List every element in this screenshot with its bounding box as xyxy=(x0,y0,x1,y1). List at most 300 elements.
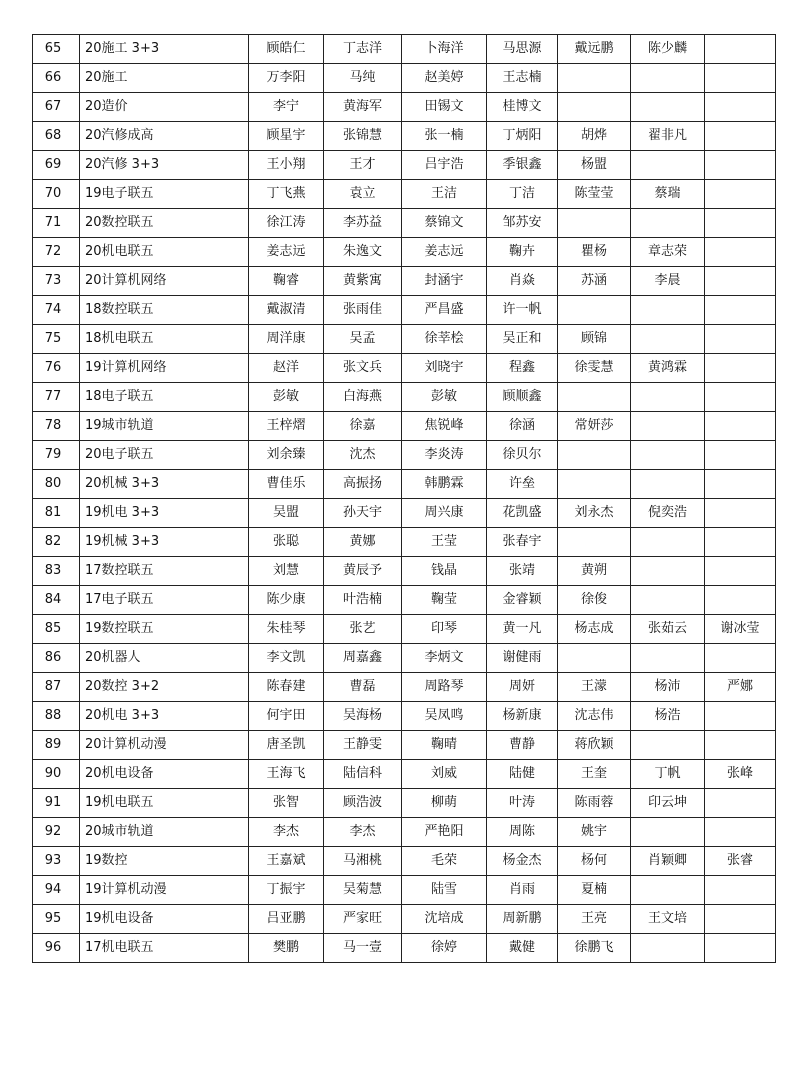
student-name-cell: 鞠晴 xyxy=(402,731,487,760)
table-row xyxy=(33,325,776,354)
class-name: 19数控 xyxy=(80,847,249,876)
student-name-cell xyxy=(631,586,705,615)
student-name-cell: 柳萌 xyxy=(402,789,487,818)
student-name-cell: 印琴 xyxy=(402,615,487,644)
class-name: 20造价 xyxy=(80,93,249,122)
student-name-cell: 姜志远 xyxy=(402,238,487,267)
table-row xyxy=(33,673,776,702)
student-name-cell: 倪奕浩 xyxy=(631,499,705,528)
student-name-cell: 王嘉斌 xyxy=(249,847,324,876)
student-name-cell: 周嘉鑫 xyxy=(324,644,402,673)
student-name-cell: 毛荣 xyxy=(402,847,487,876)
table-row xyxy=(33,64,776,93)
student-name-cell: 李杰 xyxy=(249,818,324,847)
student-name-cell xyxy=(631,644,705,673)
row-number: 74 xyxy=(33,296,80,325)
student-name-cell: 周兴康 xyxy=(402,499,487,528)
student-name-cell: 刘威 xyxy=(402,760,487,789)
student-name-cell xyxy=(705,354,776,383)
student-name-cell xyxy=(705,412,776,441)
student-name-cell xyxy=(705,325,776,354)
student-name-cell xyxy=(705,64,776,93)
student-name-cell: 肖颖卿 xyxy=(631,847,705,876)
student-name-cell: 陆雪 xyxy=(402,876,487,905)
student-name-cell: 顾锦 xyxy=(558,325,631,354)
row-number: 88 xyxy=(33,702,80,731)
row-number: 67 xyxy=(33,93,80,122)
table-row xyxy=(33,818,776,847)
row-number: 80 xyxy=(33,470,80,499)
student-name-cell: 陈莹莹 xyxy=(558,180,631,209)
table-row xyxy=(33,267,776,296)
student-name-cell: 韩鹏霖 xyxy=(402,470,487,499)
class-name: 20机电设备 xyxy=(80,760,249,789)
row-number: 96 xyxy=(33,934,80,963)
student-name-cell: 陆健 xyxy=(487,760,558,789)
student-name-cell: 王奎 xyxy=(558,760,631,789)
table-row xyxy=(33,528,776,557)
student-name-cell xyxy=(558,64,631,93)
student-name-cell: 吕宇浩 xyxy=(402,151,487,180)
student-name-cell: 钱晶 xyxy=(402,557,487,586)
student-name-cell xyxy=(705,499,776,528)
student-name-cell: 张茹云 xyxy=(631,615,705,644)
student-name-cell: 周妍 xyxy=(487,673,558,702)
student-name-cell: 周洋康 xyxy=(249,325,324,354)
roster-body xyxy=(33,35,776,963)
student-name-cell: 花凯盛 xyxy=(487,499,558,528)
student-name-cell xyxy=(705,238,776,267)
student-name-cell: 吴菊慧 xyxy=(324,876,402,905)
student-name-cell: 马一壹 xyxy=(324,934,402,963)
student-name-cell xyxy=(705,151,776,180)
student-name-cell: 鞠睿 xyxy=(249,267,324,296)
row-number: 73 xyxy=(33,267,80,296)
student-name-cell: 张靖 xyxy=(487,557,558,586)
student-name-cell: 吴海杨 xyxy=(324,702,402,731)
table-row xyxy=(33,412,776,441)
student-name-cell: 杨志成 xyxy=(558,615,631,644)
student-name-cell: 刘慧 xyxy=(249,557,324,586)
student-name-cell: 丁振宇 xyxy=(249,876,324,905)
student-name-cell xyxy=(705,93,776,122)
student-name-cell: 章志荣 xyxy=(631,238,705,267)
student-name-cell: 徐鹏飞 xyxy=(558,934,631,963)
student-name-cell: 张智 xyxy=(249,789,324,818)
row-number: 92 xyxy=(33,818,80,847)
student-name-cell: 瞿杨 xyxy=(558,238,631,267)
student-name-cell: 徐婷 xyxy=(402,934,487,963)
class-name: 20数控联五 xyxy=(80,209,249,238)
class-name: 20汽修 3+3 xyxy=(80,151,249,180)
student-name-cell xyxy=(558,209,631,238)
class-name: 18机电联五 xyxy=(80,325,249,354)
student-name-cell xyxy=(705,528,776,557)
student-name-cell: 丁飞燕 xyxy=(249,180,324,209)
student-name-cell xyxy=(558,528,631,557)
table-row xyxy=(33,644,776,673)
class-name: 20施工 3+3 xyxy=(80,35,249,64)
student-name-cell xyxy=(705,296,776,325)
table-row xyxy=(33,470,776,499)
student-name-cell xyxy=(705,180,776,209)
student-name-cell: 金睿颖 xyxy=(487,586,558,615)
class-name: 19电子联五 xyxy=(80,180,249,209)
student-name-cell: 李杰 xyxy=(324,818,402,847)
student-name-cell xyxy=(705,441,776,470)
student-name-cell: 徐雯慧 xyxy=(558,354,631,383)
student-name-cell: 马思源 xyxy=(487,35,558,64)
table-row xyxy=(33,615,776,644)
student-roster-table xyxy=(32,34,776,963)
student-name-cell: 王才 xyxy=(324,151,402,180)
student-name-cell xyxy=(705,122,776,151)
student-name-cell: 陈少麟 xyxy=(631,35,705,64)
student-name-cell: 谢健雨 xyxy=(487,644,558,673)
student-name-cell: 王小翔 xyxy=(249,151,324,180)
table-row xyxy=(33,151,776,180)
row-number: 83 xyxy=(33,557,80,586)
student-name-cell: 刘永杰 xyxy=(558,499,631,528)
student-name-cell xyxy=(631,209,705,238)
student-name-cell: 白海燕 xyxy=(324,383,402,412)
table-row xyxy=(33,180,776,209)
table-row xyxy=(33,296,776,325)
student-name-cell: 肖焱 xyxy=(487,267,558,296)
student-name-cell: 李炎涛 xyxy=(402,441,487,470)
student-name-cell xyxy=(705,209,776,238)
class-name: 20施工 xyxy=(80,64,249,93)
table-row xyxy=(33,238,776,267)
student-name-cell: 姚宇 xyxy=(558,818,631,847)
student-name-cell: 赵洋 xyxy=(249,354,324,383)
student-name-cell: 姜志远 xyxy=(249,238,324,267)
class-name: 20计算机网络 xyxy=(80,267,249,296)
student-name-cell: 朱桂琴 xyxy=(249,615,324,644)
student-name-cell xyxy=(631,528,705,557)
student-name-cell: 张峰 xyxy=(705,760,776,789)
student-name-cell xyxy=(558,644,631,673)
student-name-cell: 王文培 xyxy=(631,905,705,934)
row-number: 75 xyxy=(33,325,80,354)
row-number: 93 xyxy=(33,847,80,876)
class-name: 20机电联五 xyxy=(80,238,249,267)
student-name-cell xyxy=(705,818,776,847)
student-name-cell: 万李阳 xyxy=(249,64,324,93)
table-row xyxy=(33,441,776,470)
row-number: 91 xyxy=(33,789,80,818)
student-name-cell xyxy=(558,296,631,325)
student-name-cell: 杨沛 xyxy=(631,673,705,702)
student-name-cell: 张锦慧 xyxy=(324,122,402,151)
student-name-cell xyxy=(558,383,631,412)
student-name-cell: 马湘桃 xyxy=(324,847,402,876)
class-name: 18电子联五 xyxy=(80,383,249,412)
student-name-cell: 顾浩波 xyxy=(324,789,402,818)
class-name: 20计算机动漫 xyxy=(80,731,249,760)
student-name-cell: 吴凤鸣 xyxy=(402,702,487,731)
class-name: 20机械 3+3 xyxy=(80,470,249,499)
student-name-cell: 张聪 xyxy=(249,528,324,557)
student-name-cell: 彭敏 xyxy=(249,383,324,412)
student-name-cell: 马纯 xyxy=(324,64,402,93)
student-name-cell: 戴淑清 xyxy=(249,296,324,325)
student-name-cell xyxy=(558,93,631,122)
student-name-cell: 陈雨蓉 xyxy=(558,789,631,818)
student-name-cell: 鞠卉 xyxy=(487,238,558,267)
table-row xyxy=(33,354,776,383)
student-name-cell: 许一帆 xyxy=(487,296,558,325)
table-row xyxy=(33,93,776,122)
table-row xyxy=(33,586,776,615)
student-name-cell: 苏涵 xyxy=(558,267,631,296)
row-number: 72 xyxy=(33,238,80,267)
student-name-cell xyxy=(705,702,776,731)
row-number: 79 xyxy=(33,441,80,470)
student-name-cell: 徐俊 xyxy=(558,586,631,615)
student-name-cell: 唐圣凯 xyxy=(249,731,324,760)
student-name-cell: 彭敏 xyxy=(402,383,487,412)
student-name-cell: 王梓熠 xyxy=(249,412,324,441)
table-row xyxy=(33,35,776,64)
student-name-cell: 何宇田 xyxy=(249,702,324,731)
student-name-cell: 蔡锦文 xyxy=(402,209,487,238)
student-name-cell: 李晨 xyxy=(631,267,705,296)
student-name-cell: 顾星宇 xyxy=(249,122,324,151)
row-number: 94 xyxy=(33,876,80,905)
table-row xyxy=(33,702,776,731)
student-name-cell: 田锡文 xyxy=(402,93,487,122)
row-number: 76 xyxy=(33,354,80,383)
student-name-cell: 黄娜 xyxy=(324,528,402,557)
table-row xyxy=(33,499,776,528)
class-name: 19机电设备 xyxy=(80,905,249,934)
student-name-cell: 沈培成 xyxy=(402,905,487,934)
row-number: 82 xyxy=(33,528,80,557)
student-name-cell: 张雨佳 xyxy=(324,296,402,325)
student-name-cell: 张睿 xyxy=(705,847,776,876)
student-name-cell: 曹静 xyxy=(487,731,558,760)
student-name-cell: 黄紫寓 xyxy=(324,267,402,296)
row-number: 84 xyxy=(33,586,80,615)
student-name-cell: 丁志洋 xyxy=(324,35,402,64)
student-name-cell: 张一楠 xyxy=(402,122,487,151)
student-name-cell xyxy=(705,905,776,934)
student-name-cell: 程鑫 xyxy=(487,354,558,383)
student-name-cell: 桂博文 xyxy=(487,93,558,122)
student-name-cell: 叶浩楠 xyxy=(324,586,402,615)
student-name-cell: 王亮 xyxy=(558,905,631,934)
table-row xyxy=(33,847,776,876)
student-name-cell: 鞠莹 xyxy=(402,586,487,615)
student-name-cell: 徐江涛 xyxy=(249,209,324,238)
student-name-cell xyxy=(631,412,705,441)
student-name-cell: 孙天宇 xyxy=(324,499,402,528)
class-name: 20电子联五 xyxy=(80,441,249,470)
student-name-cell xyxy=(705,470,776,499)
class-name: 17机电联五 xyxy=(80,934,249,963)
student-name-cell xyxy=(705,383,776,412)
student-name-cell: 王濛 xyxy=(558,673,631,702)
student-name-cell: 沈杰 xyxy=(324,441,402,470)
student-name-cell: 徐贝尔 xyxy=(487,441,558,470)
student-name-cell: 叶涛 xyxy=(487,789,558,818)
table-row xyxy=(33,760,776,789)
class-name: 20汽修成高 xyxy=(80,122,249,151)
table-row xyxy=(33,905,776,934)
student-name-cell: 蒋欣颖 xyxy=(558,731,631,760)
student-name-cell: 杨金杰 xyxy=(487,847,558,876)
student-name-cell: 严艳阳 xyxy=(402,818,487,847)
student-name-cell: 杨盟 xyxy=(558,151,631,180)
student-name-cell xyxy=(558,470,631,499)
student-name-cell: 张春宇 xyxy=(487,528,558,557)
student-name-cell: 李宁 xyxy=(249,93,324,122)
student-name-cell: 张文兵 xyxy=(324,354,402,383)
student-name-cell xyxy=(631,64,705,93)
student-name-cell: 胡烨 xyxy=(558,122,631,151)
student-name-cell: 印云坤 xyxy=(631,789,705,818)
class-name: 19机械 3+3 xyxy=(80,528,249,557)
student-name-cell: 樊鹏 xyxy=(249,934,324,963)
student-name-cell: 王静雯 xyxy=(324,731,402,760)
student-name-cell xyxy=(631,93,705,122)
student-name-cell: 常妍莎 xyxy=(558,412,631,441)
class-name: 19机电 3+3 xyxy=(80,499,249,528)
student-name-cell: 严昌盛 xyxy=(402,296,487,325)
student-name-cell xyxy=(705,35,776,64)
student-name-cell: 王莹 xyxy=(402,528,487,557)
table-row xyxy=(33,876,776,905)
student-name-cell xyxy=(705,876,776,905)
table-row xyxy=(33,934,776,963)
student-name-cell: 黄辰予 xyxy=(324,557,402,586)
class-name: 19计算机动漫 xyxy=(80,876,249,905)
student-name-cell: 严家旺 xyxy=(324,905,402,934)
student-name-cell xyxy=(631,325,705,354)
student-name-cell xyxy=(705,731,776,760)
student-name-cell: 高振扬 xyxy=(324,470,402,499)
student-name-cell: 刘晓宇 xyxy=(402,354,487,383)
class-name: 19机电联五 xyxy=(80,789,249,818)
student-name-cell xyxy=(631,818,705,847)
student-name-cell: 戴远鹏 xyxy=(558,35,631,64)
row-number: 65 xyxy=(33,35,80,64)
class-name: 20数控 3+2 xyxy=(80,673,249,702)
class-name: 20机电 3+3 xyxy=(80,702,249,731)
table-row xyxy=(33,731,776,760)
row-number: 66 xyxy=(33,64,80,93)
table-row xyxy=(33,383,776,412)
student-name-cell: 丁洁 xyxy=(487,180,558,209)
table-row xyxy=(33,122,776,151)
student-name-cell: 丁炳阳 xyxy=(487,122,558,151)
student-name-cell: 谢冰莹 xyxy=(705,615,776,644)
student-name-cell: 顾顺鑫 xyxy=(487,383,558,412)
student-name-cell: 顾皓仁 xyxy=(249,35,324,64)
class-name: 19城市轨道 xyxy=(80,412,249,441)
student-name-cell: 翟非凡 xyxy=(631,122,705,151)
student-name-cell xyxy=(631,296,705,325)
row-number: 81 xyxy=(33,499,80,528)
student-name-cell: 杨何 xyxy=(558,847,631,876)
class-name: 18数控联五 xyxy=(80,296,249,325)
row-number: 89 xyxy=(33,731,80,760)
class-name: 20机器人 xyxy=(80,644,249,673)
student-name-cell: 季银鑫 xyxy=(487,151,558,180)
student-name-cell: 杨浩 xyxy=(631,702,705,731)
student-name-cell: 沈志伟 xyxy=(558,702,631,731)
row-number: 87 xyxy=(33,673,80,702)
student-name-cell: 张艺 xyxy=(324,615,402,644)
student-name-cell: 王洁 xyxy=(402,180,487,209)
student-name-cell xyxy=(705,644,776,673)
student-name-cell: 吕亚鹏 xyxy=(249,905,324,934)
row-number: 71 xyxy=(33,209,80,238)
row-number: 77 xyxy=(33,383,80,412)
student-name-cell: 吴盟 xyxy=(249,499,324,528)
student-name-cell: 袁立 xyxy=(324,180,402,209)
student-name-cell: 陈春建 xyxy=(249,673,324,702)
student-name-cell: 徐莘桧 xyxy=(402,325,487,354)
student-name-cell: 肖雨 xyxy=(487,876,558,905)
student-name-cell: 曹磊 xyxy=(324,673,402,702)
student-name-cell: 严娜 xyxy=(705,673,776,702)
row-number: 70 xyxy=(33,180,80,209)
student-name-cell xyxy=(705,557,776,586)
student-name-cell xyxy=(631,383,705,412)
student-name-cell: 徐嘉 xyxy=(324,412,402,441)
student-name-cell: 王海飞 xyxy=(249,760,324,789)
student-name-cell xyxy=(705,934,776,963)
table-row xyxy=(33,209,776,238)
student-name-cell: 吴正和 xyxy=(487,325,558,354)
student-name-cell xyxy=(631,876,705,905)
student-name-cell: 李炳文 xyxy=(402,644,487,673)
row-number: 95 xyxy=(33,905,80,934)
student-name-cell: 夏楠 xyxy=(558,876,631,905)
student-name-cell: 焦锐峰 xyxy=(402,412,487,441)
student-name-cell: 徐涵 xyxy=(487,412,558,441)
student-name-cell: 刘余臻 xyxy=(249,441,324,470)
student-name-cell xyxy=(631,470,705,499)
student-name-cell: 曹佳乐 xyxy=(249,470,324,499)
student-name-cell: 周路琴 xyxy=(402,673,487,702)
student-name-cell xyxy=(631,557,705,586)
student-name-cell xyxy=(631,934,705,963)
student-name-cell: 王志楠 xyxy=(487,64,558,93)
row-number: 69 xyxy=(33,151,80,180)
class-name: 17数控联五 xyxy=(80,557,249,586)
class-name: 19数控联五 xyxy=(80,615,249,644)
student-name-cell: 黄朔 xyxy=(558,557,631,586)
student-name-cell: 封涵宇 xyxy=(402,267,487,296)
row-number: 90 xyxy=(33,760,80,789)
class-name: 20城市轨道 xyxy=(80,818,249,847)
table-row xyxy=(33,557,776,586)
row-number: 86 xyxy=(33,644,80,673)
student-name-cell xyxy=(631,441,705,470)
student-name-cell xyxy=(631,731,705,760)
student-name-cell xyxy=(705,789,776,818)
student-name-cell: 黄一凡 xyxy=(487,615,558,644)
student-name-cell xyxy=(705,586,776,615)
student-name-cell: 蔡瑞 xyxy=(631,180,705,209)
student-name-cell: 陆信科 xyxy=(324,760,402,789)
student-name-cell: 陈少康 xyxy=(249,586,324,615)
student-name-cell: 李苏益 xyxy=(324,209,402,238)
student-name-cell: 李文凯 xyxy=(249,644,324,673)
